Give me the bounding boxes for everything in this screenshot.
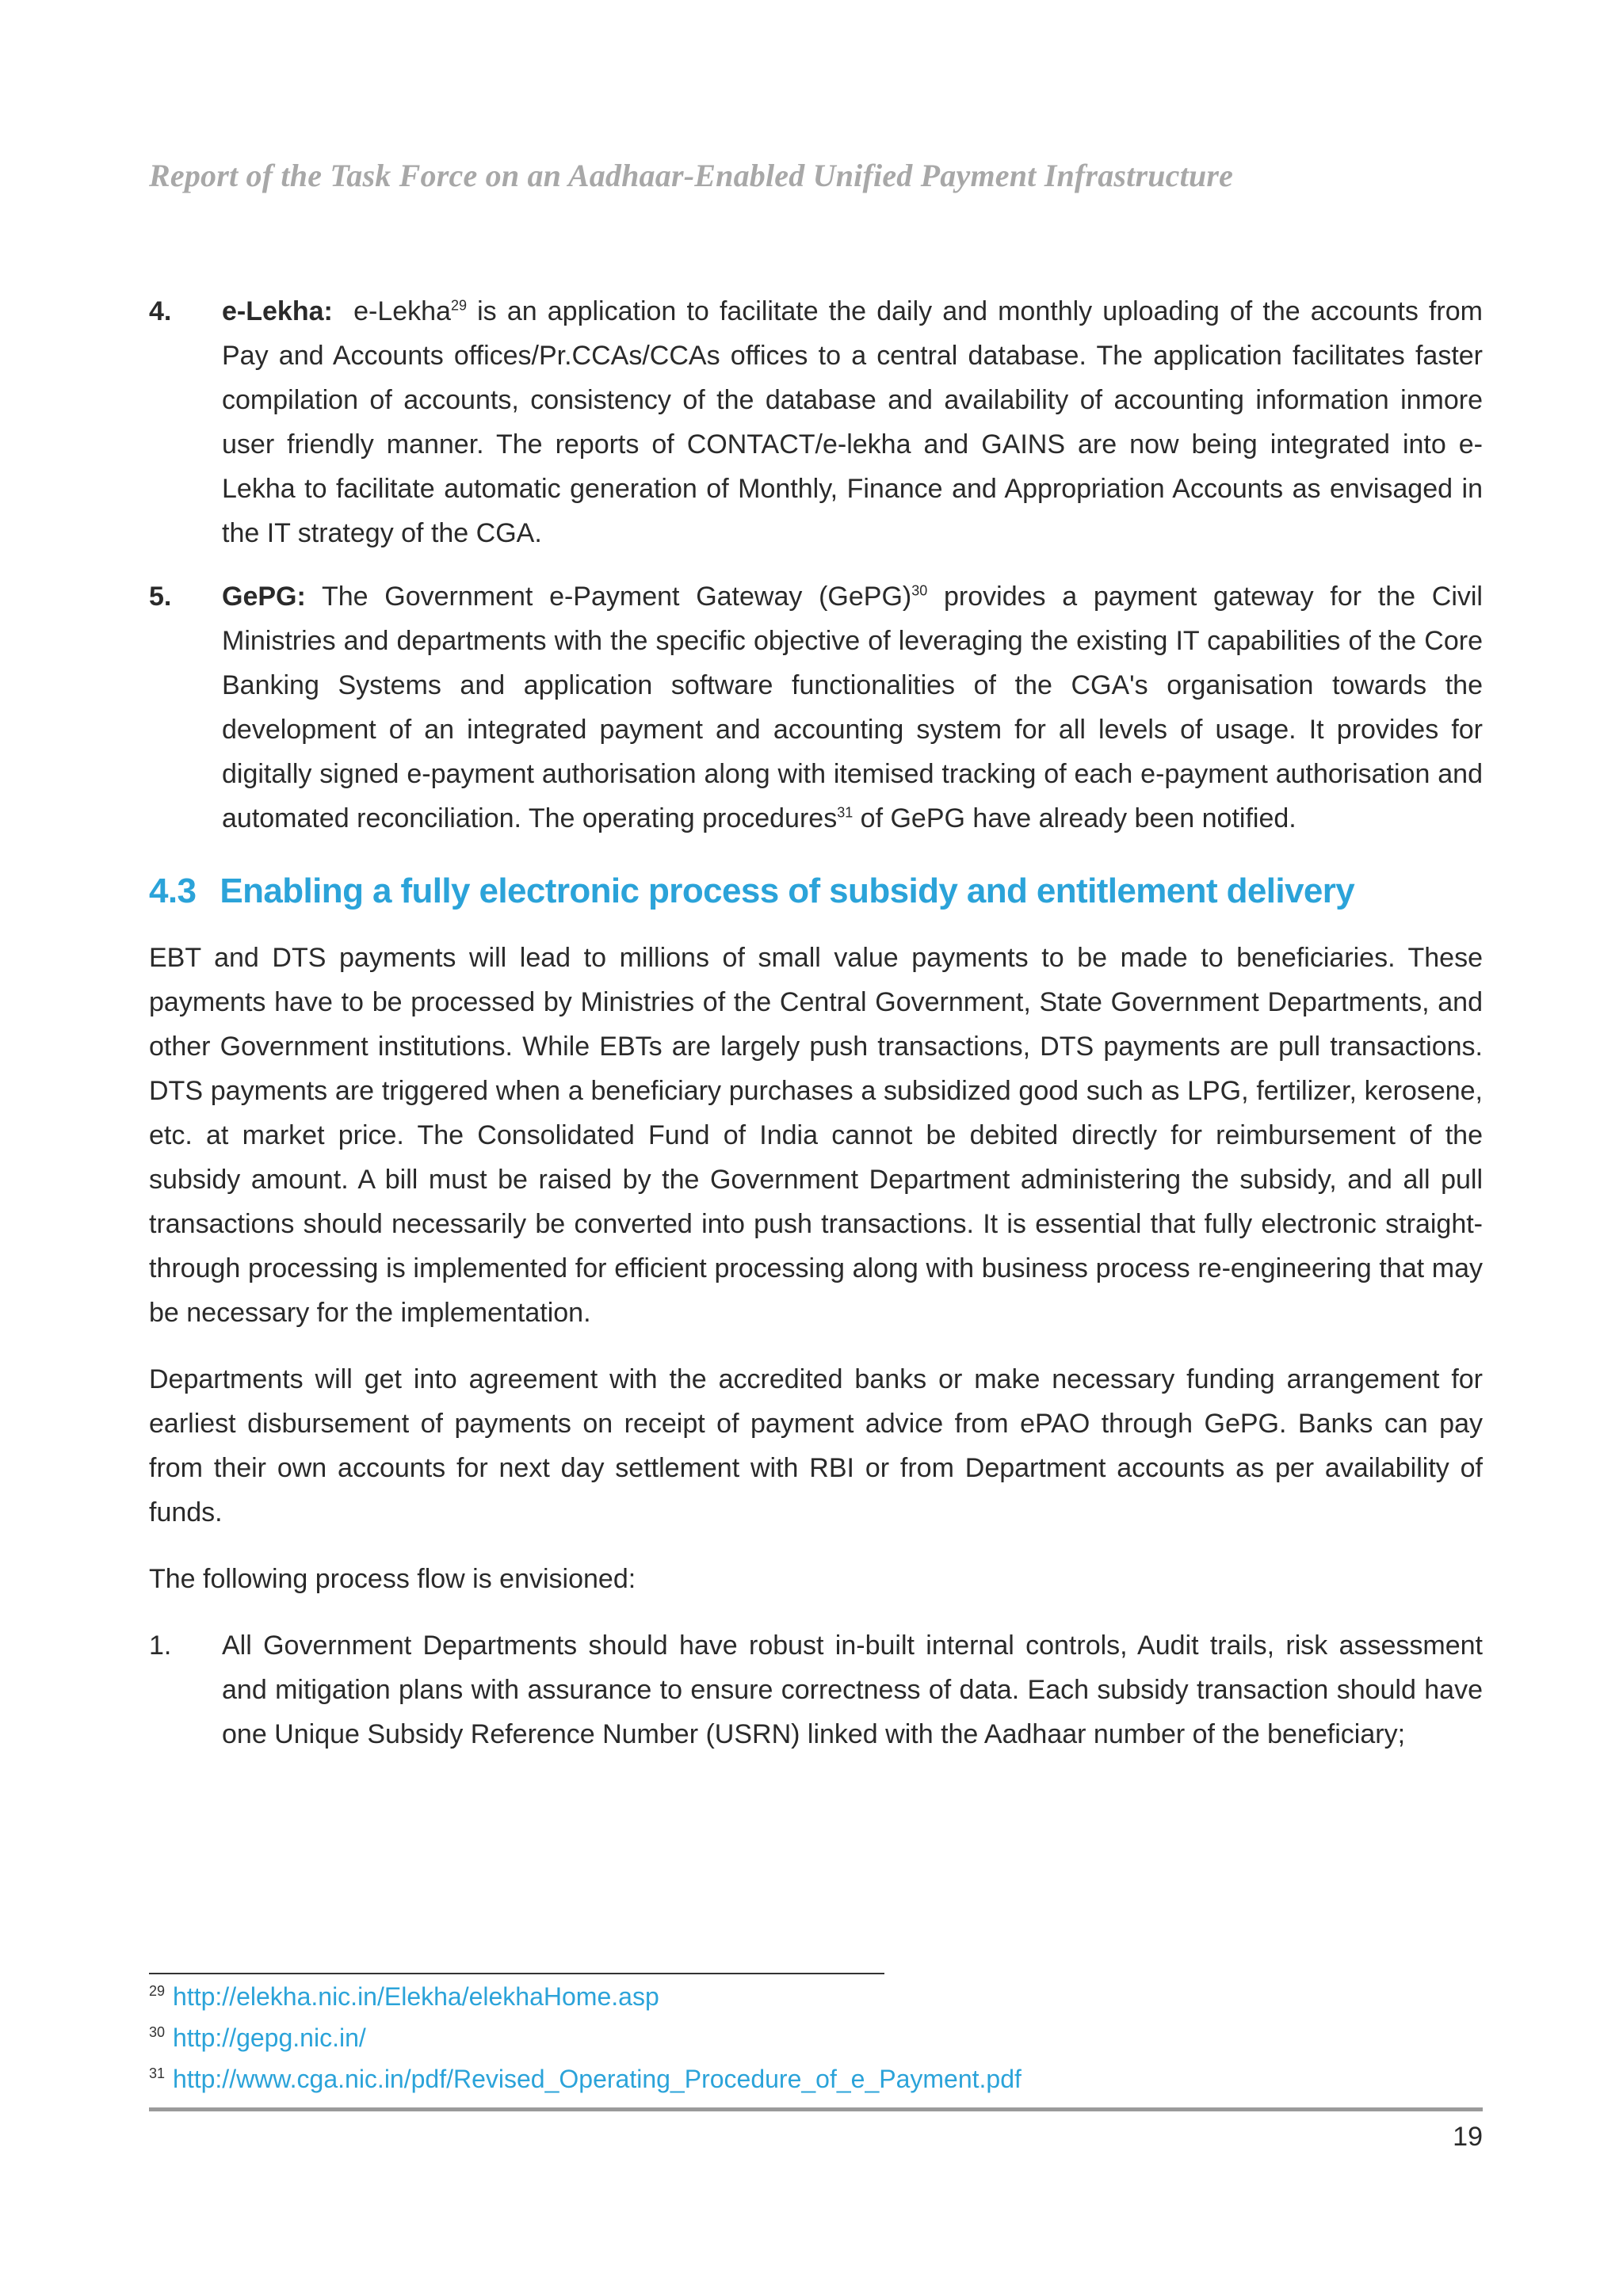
footnote-31 [149,2058,1022,2100]
footnote-mark: 29 [149,1983,166,2000]
footnote-mark: 30 [149,2024,166,2041]
footnote-ref-31[interactable]: 31 [837,804,854,821]
footnote-ref-29[interactable]: 29 [450,297,467,314]
item-text-lead: The Government e-Payment Gateway (GePG) [321,582,912,612]
footnote-ref-30[interactable]: 30 [911,582,928,599]
item-text: All Government Departments should have robust in-built internal controls, Audit trails, risk assessment and mitigation plans with assurance to ensure correctness of data. Each subsidy transaction should have one Unique Subsidy Reference Number (USRN) linked with the Aadhaar number of the beneficiary; [222,1630,1483,1749]
footnote-30 [149,2017,1022,2058]
footnote-29 [149,1976,1022,2017]
list-item-e-lekha [149,289,1483,555]
process-item-1 [149,1623,1483,1756]
section-number: 4.3 [149,871,197,910]
footnote-divider [149,1973,884,1974]
item-term: e-Lekha: [222,296,333,326]
paragraph-ebt-dts: EBT and DTS payments will lead to millions of small value payments to be made to beneficiaries. These payments have to be processed by Ministries of the Central Government, State Government Departments, and other Government institutions. While EBTs are largely push transactions, DTS payments are pull transactions. DTS payments are triggered when a beneficiary purchases a subsidized good such as LPG, fertilizer, kerosene, etc. at market price. The Consolidated Fund of India cannot be debited directly for reimbursement of the subsidy amount. A bill must be raised by the Government Department administering the subsidy, and all pull transactions should necessarily be converted into push transactions. It is essential that fully electronic straight-through processing is implemented for efficient processing along with business process re-engineering that may be necessary for the implementation. [149,943,1483,1328]
page-body [149,289,1483,1775]
section-title: Enabling a fully electronic process of subsidy and entitlement delivery [220,871,1355,910]
footnote-link[interactable]: http://www.cga.nic.in/pdf/Revised_Operating_Procedure_of_e_Payment.pdf [173,2065,1022,2093]
footnote-mark: 31 [149,2065,166,2082]
footnote-link[interactable]: http://gepg.nic.in/ [173,2023,366,2052]
footnotes [149,1976,1022,2100]
item-text: is an application to facilitate the daily and monthly uploading of the accounts from Pay and Accounts offices/Pr.CCAs/CCAs offices to a central database. The application facilitates faster compilation of accounts, consistency of the database and availability of accounting information inmore user friendly manner. The reports of CONTACT/e-lekha and GAINS are now being integrated into e-Lekha to facilitate automatic generation of Monthly, Finance and Appropriation Accounts as envisaged in the IT strategy of the CGA. [222,296,1483,548]
item-text-tail: of GePG have already been notified. [853,803,1296,833]
footnote-link[interactable]: http://elekha.nic.in/Elekha/elekhaHome.asp [173,1982,659,2011]
footer-rule [149,2107,1483,2111]
list-item-gepg [149,574,1483,841]
running-header: Report of the Task Force on an Aadhaar-Enabled Unified Payment Infrastructure [149,158,1234,193]
item-term: GePG: [222,582,306,612]
page-number: 19 [1453,2122,1483,2152]
paragraph-departments: Departments will get into agreement with the accredited banks or make necessary funding arrangement for earliest disbursement of payments on receipt of payment advice from ePAO through GePG. Banks can pay from their own accounts for next day settlement with RBI or from Department accounts as per availability of funds. [149,1364,1483,1527]
item-number: 5. [149,582,172,612]
item-number: 4. [149,296,172,326]
section-heading [149,868,1483,915]
paragraph-process-intro: The following process flow is envisioned: [149,1564,636,1594]
item-number: 1. [149,1630,172,1661]
item-text-lead: e-Lekha [353,296,451,326]
item-text: provides a payment gateway for the Civil Ministries and departments with the specific objective of leveraging the existing IT capabilities of the Core Banking Systems and application software functionalities of the CGA's organisation towards the development of an integrated payment and accounting system for all levels of usage. It provides for digitally signed e-payment authorisation along with itemised tracking of each e-payment authorisation and automated reconciliation. The operating procedures [222,582,1483,833]
